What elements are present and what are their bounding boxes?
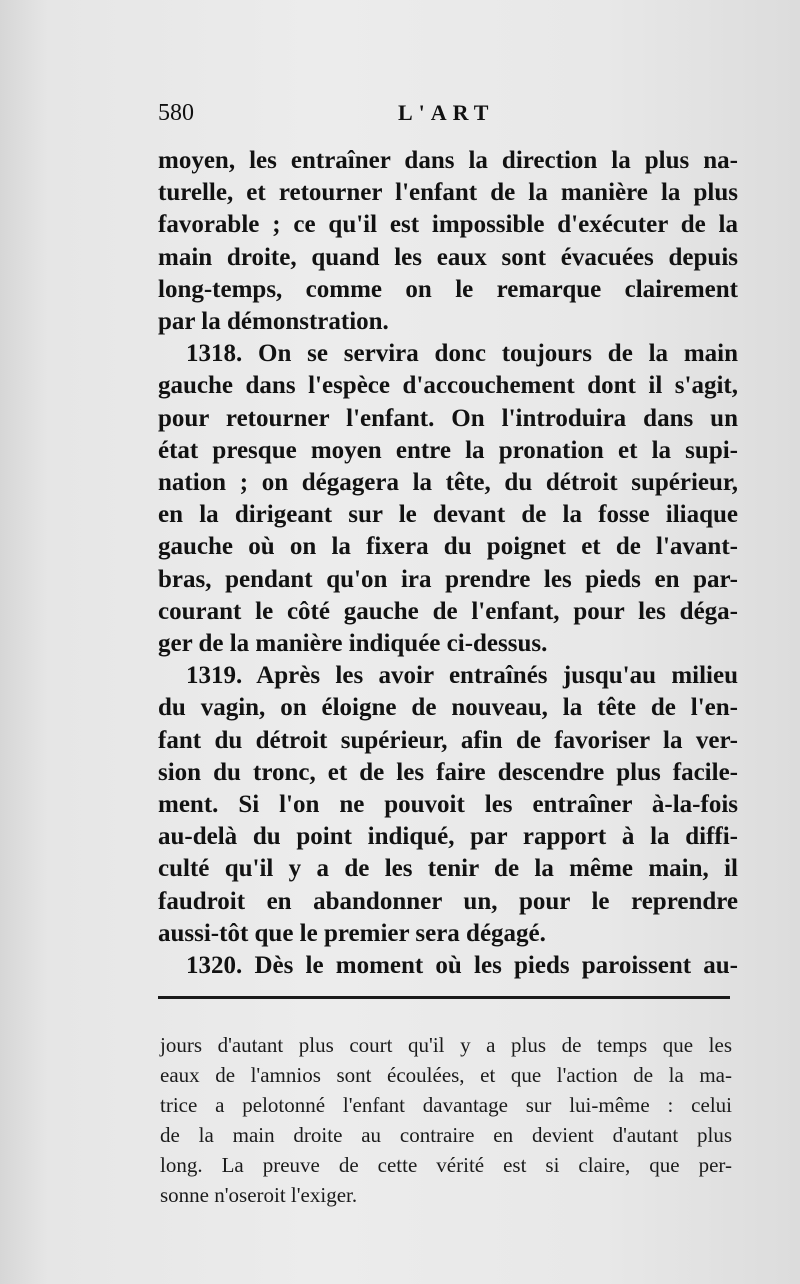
text-line: ger de la manière indiquée ci-dessus.	[158, 630, 548, 658]
text-line: état presque moyen entre la pronation et la supi-	[158, 436, 738, 464]
main-text	[158, 145, 738, 982]
text-line: faudroit en abandonner un, pour le reprendre	[158, 887, 738, 915]
text-line: en la dirigeant sur le devant de la fosse iliaque	[158, 501, 738, 529]
text-line: du vagin, on éloigne de nouveau, la tête de l'en-	[158, 694, 738, 722]
paragraph-1319-start: 1319. Après les avoir entraînés jusqu'au milieu	[186, 662, 738, 690]
footnote-line: eaux de l'amnios sont écoulées, et que l'action de la ma-	[160, 1063, 732, 1087]
text-line: ment. Si l'on ne pouvoit les entraîner à-la-fois	[158, 791, 738, 819]
text-line: turelle, et retourner l'enfant de la manière la plus	[158, 179, 738, 207]
text-line: par la démonstration.	[158, 308, 389, 336]
footnote-divider	[158, 996, 730, 999]
text-line: gauche où on la fixera du poignet et de l'avant-	[158, 533, 738, 561]
footnote-line: long. La preuve de cette vérité est si claire, que per-	[160, 1153, 732, 1177]
text-line: fant du détroit supérieur, afin de favoriser la ver-	[158, 726, 738, 754]
text-line: courant le côté gauche de l'enfant, pour les déga-	[158, 597, 738, 625]
text-line: main droite, quand les eaux sont évacuées depuis	[158, 243, 738, 271]
text-line: moyen, les entraîner dans la direction la plus na-	[158, 147, 738, 174]
page-number: 580	[158, 100, 194, 126]
footnote-line: trice a pelotonné l'enfant davantage sur lui-même : celui	[160, 1093, 732, 1117]
text-line: sion du tronc, et de les faire descendre plus facile-	[158, 758, 738, 786]
paragraph-1320-start: 1320. Dès le moment où les pieds paroissent au-	[186, 952, 738, 980]
page-header	[158, 100, 738, 130]
text-line: bras, pendant qu'on ira prendre les pieds en par-	[158, 565, 738, 593]
paragraph-1318-start: 1318. On se servira donc toujours de la main	[186, 340, 738, 368]
footnote	[160, 1030, 732, 1210]
text-line: gauche dans l'espèce d'accouchement dont il s'agit,	[158, 372, 738, 400]
running-title: L'ART	[398, 100, 495, 125]
text-line: pour retourner l'enfant. On l'introduira dans un	[158, 404, 738, 432]
text-line: au-delà du point indiqué, par rapport à la diffi-	[158, 823, 738, 851]
footnote-line: sonne n'oseroit l'exiger.	[160, 1183, 358, 1207]
text-line: nation ; on dégagera la tête, du détroit supérieur,	[158, 469, 738, 497]
text-line: favorable ; ce qu'il est impossible d'exécuter de la	[158, 211, 738, 239]
text-line: culté qu'il y a de les tenir de la même main, il	[158, 855, 738, 883]
text-line: long-temps, comme on le remarque clairement	[158, 275, 738, 303]
footnote-line: de la main droite au contraire en devient d'autant plus	[160, 1123, 732, 1147]
footnote-line: jours d'autant plus court qu'il y a plus de temps que les	[160, 1033, 732, 1057]
show-through-area	[10, 205, 160, 315]
text-line: aussi-tôt que le premier sera dégagé.	[158, 919, 546, 947]
